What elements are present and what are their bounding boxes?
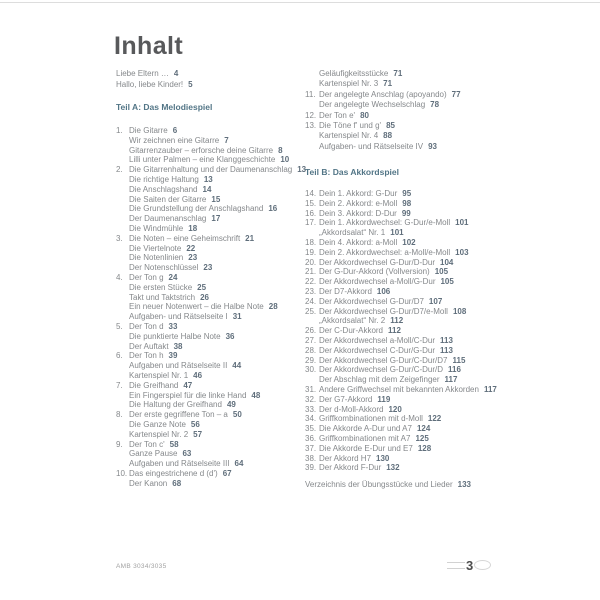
toc-entry-page: 46 bbox=[193, 370, 203, 380]
toc-entry-title: Das eingestrichene d (d') bbox=[129, 468, 218, 478]
toc-entry-number: 36. bbox=[305, 433, 317, 443]
toc-entry-title: Die Ganze Note bbox=[129, 419, 186, 429]
toc-entry-number: 4. bbox=[116, 272, 123, 282]
toc-entry-title: Die Gitarrenhaltung und der Daumenanschlag bbox=[129, 165, 293, 175]
toc-entry-title: Aufgaben und Rätselseite II bbox=[129, 361, 228, 371]
toc-entry-page: 101 bbox=[390, 228, 404, 238]
toc-entry-number: 28. bbox=[305, 345, 317, 355]
toc-entry-number: 30. bbox=[305, 365, 317, 375]
toc-entry-title: Der erste gegriffene Ton – a bbox=[129, 410, 228, 420]
toc-entry bbox=[305, 346, 497, 356]
toc-entry-title: Die Windmühle bbox=[129, 223, 184, 233]
toc-entry-page: 47 bbox=[183, 380, 193, 390]
toc-entry-page: 4 bbox=[173, 69, 179, 78]
toc-entry-title: Aufgaben- und Rätselseite I bbox=[129, 312, 228, 322]
toc-entry-title: Griffkombinationen mit A7 bbox=[319, 433, 411, 443]
toc-entry-number: 11. bbox=[305, 89, 316, 99]
toc-entry-number: 23. bbox=[305, 286, 317, 296]
toc-entry-title: Der angelegte Anschlag (apoyando) bbox=[319, 89, 447, 99]
toc-entry bbox=[116, 155, 306, 165]
toc-entry-title: Die Haltung der Greifhand bbox=[129, 400, 222, 410]
toc-entry bbox=[305, 326, 497, 336]
toc-entry-title: Der Akkordwechsel G-Dur/C-Dur/D7 bbox=[319, 355, 448, 365]
toc-entry-title: Kartenspiel Nr. 2 bbox=[129, 429, 189, 439]
toc-entry-page: 130 bbox=[376, 453, 390, 463]
toc-entry-page: 6 bbox=[172, 126, 178, 135]
toc-entry-title: Der Akkord H7 bbox=[319, 453, 372, 463]
toc-entry-page: 98 bbox=[402, 198, 412, 208]
edition-number: AMB 3034/3035 bbox=[116, 563, 167, 570]
watermark-lines-icon bbox=[447, 562, 465, 569]
toc-entry bbox=[305, 356, 497, 366]
toc-entry bbox=[116, 185, 306, 195]
toc-entry-title: Der Daumenanschlag bbox=[129, 214, 207, 224]
toc-entry bbox=[116, 449, 306, 459]
toc-entry bbox=[116, 430, 306, 440]
toc-entry-page: 14 bbox=[202, 184, 212, 194]
toc-entry-number: 15. bbox=[305, 198, 317, 208]
toc-entry-page: 36 bbox=[225, 331, 235, 341]
toc-entry-page: 117 bbox=[483, 384, 497, 394]
toc-entry-title: Kartenspiel Nr. 1 bbox=[129, 370, 189, 380]
toc-entry-title: Wir zeichnen eine Gitarre bbox=[129, 135, 220, 145]
toc-entry-title: Die Anschlagshand bbox=[129, 184, 198, 194]
toc-list-part-a bbox=[116, 126, 306, 488]
toc-entry bbox=[116, 204, 306, 214]
toc-entry-page: 28 bbox=[268, 302, 278, 312]
watermark-oval-icon bbox=[474, 560, 491, 570]
toc-entry-page: 31 bbox=[232, 312, 242, 322]
toc-entry-title: Dein 1. Akkord: G-Dur bbox=[319, 189, 398, 198]
toc-entry bbox=[305, 238, 497, 248]
toc-entry-title: „Akkordsalat“ Nr. 1 bbox=[319, 228, 386, 238]
toc-entry-title: Die Grundstellung der Anschlagshand bbox=[129, 204, 264, 214]
toc-entry bbox=[116, 400, 306, 410]
toc-entry-page: 95 bbox=[402, 189, 412, 198]
toc-entry-title: Der Kanon bbox=[129, 478, 168, 488]
toc-entry-title: Ein Fingerspiel für die linke Hand bbox=[129, 390, 247, 400]
toc-entry-number: 39. bbox=[305, 463, 317, 473]
toc-entry-title: Ganze Pause bbox=[129, 449, 178, 459]
toc-entry-title: Lilli unter Palmen – eine Klanggeschichte bbox=[129, 155, 276, 165]
toc-entry-title: Liebe Eltern … bbox=[116, 69, 169, 78]
toc-entry-number: 14. bbox=[305, 189, 317, 198]
toc-entry-page: 108 bbox=[452, 306, 467, 316]
toc-entry-number: 29. bbox=[305, 355, 317, 365]
toc-entry-page: 80 bbox=[360, 110, 369, 120]
toc-entry-number: 27. bbox=[305, 335, 317, 345]
toc-entry bbox=[305, 277, 497, 287]
toc-entry-title: Die Akkorde A-Dur und A7 bbox=[319, 424, 412, 434]
toc-entry-number: 8. bbox=[116, 410, 123, 420]
page-title: Inhalt bbox=[114, 32, 184, 60]
toc-entry-title: Kartenspiel Nr. 3 bbox=[319, 79, 379, 89]
toc-entry-title: Dein 2. Akkordwechsel: a-Moll/e-Moll bbox=[319, 247, 451, 257]
toc-entry-title: Der angelegte Wechselschlag bbox=[319, 100, 426, 110]
toc-entry-title: Die Töne f' und g' bbox=[319, 121, 382, 131]
index-line bbox=[305, 480, 471, 490]
toc-entry bbox=[305, 100, 461, 110]
toc-entry-page: 39 bbox=[168, 351, 178, 361]
toc-entry-page: 104 bbox=[440, 257, 454, 267]
toc-entry bbox=[116, 234, 306, 244]
toc-entry-page: 23 bbox=[203, 263, 213, 273]
toc-entry bbox=[305, 131, 461, 141]
toc-entry bbox=[116, 440, 306, 450]
toc-entry-page: 124 bbox=[416, 424, 431, 434]
toc-entry bbox=[305, 297, 497, 307]
toc-entry bbox=[116, 351, 306, 361]
toc-entry-number: 5. bbox=[116, 321, 123, 331]
toc-entry bbox=[305, 142, 461, 152]
toc-entry bbox=[305, 463, 497, 473]
toc-entry-page: 77 bbox=[451, 89, 461, 99]
toc-entry-page: 116 bbox=[448, 365, 461, 375]
toc-entry-title: Der Ton g bbox=[129, 272, 164, 282]
toc-entry-number: 12. bbox=[305, 110, 317, 120]
toc-entry-page: 117 bbox=[444, 375, 458, 385]
toc-entry-number: 37. bbox=[305, 443, 317, 453]
toc-entry bbox=[305, 79, 461, 89]
toc-entry-page: 23 bbox=[188, 253, 198, 263]
toc-entry-page: 113 bbox=[440, 335, 453, 345]
toc-entry-title: Der Notenschlüssel bbox=[129, 263, 199, 273]
toc-entry bbox=[116, 302, 306, 312]
toc-entry bbox=[305, 307, 497, 317]
toc-entry-number: 20. bbox=[305, 257, 317, 267]
toc-entry-page: 13 bbox=[203, 174, 213, 184]
toc-entry-page: 88 bbox=[383, 131, 393, 141]
toc-entry-title: „Akkordsalat“ Nr. 2 bbox=[319, 316, 386, 326]
toc-entry-page: 13 bbox=[297, 165, 307, 175]
toc-entry bbox=[305, 365, 497, 375]
toc-entry bbox=[116, 273, 306, 283]
toc-entry-title: Der Akkordwechsel a-Moll/C-Dur bbox=[319, 335, 436, 345]
toc-entry-number: 17. bbox=[305, 218, 317, 228]
toc-entry bbox=[116, 371, 306, 381]
toc-entry-title: Dein 4. Akkord: a-Moll bbox=[319, 237, 398, 247]
toc-entry-title: Takt und Taktstrich bbox=[129, 292, 196, 302]
toc-entry-title: Der Abschlag mit dem Zeigefinger bbox=[319, 375, 440, 385]
toc-entry-number: 22. bbox=[305, 277, 317, 287]
toc-entry-page: 50 bbox=[232, 410, 242, 420]
toc-entry-page: 67 bbox=[222, 468, 232, 478]
toc-entry bbox=[116, 283, 306, 293]
toc-entry-number: 35. bbox=[305, 424, 317, 434]
toc-entry bbox=[116, 80, 193, 91]
toc-entry-page: 7 bbox=[224, 135, 229, 145]
toc-entry bbox=[116, 165, 306, 175]
toc-entry bbox=[305, 385, 497, 395]
toc-entry-title: Die Greifhand bbox=[129, 380, 179, 390]
toc-entry-page: 115 bbox=[452, 355, 466, 365]
toc-entry-page: 57 bbox=[193, 429, 203, 439]
toc-entry-number: 10. bbox=[116, 468, 128, 478]
intro-entries bbox=[116, 69, 193, 90]
toc-entry-page: 22 bbox=[186, 243, 196, 253]
toc-entry-title: Dein 2. Akkord: e-Moll bbox=[319, 198, 398, 208]
toc-entry bbox=[116, 175, 306, 185]
toc-entry-title: Aufgaben und Rätselseite III bbox=[129, 459, 230, 469]
toc-entry-title: Die Gitarre bbox=[129, 126, 168, 135]
toc-entry-title: Die Noten – eine Geheimschrift bbox=[129, 233, 241, 243]
toc-entry bbox=[116, 361, 306, 371]
toc-entry-page: 128 bbox=[417, 443, 432, 453]
toc-entry bbox=[305, 414, 497, 424]
toc-entry bbox=[305, 395, 497, 405]
toc-entry bbox=[305, 434, 497, 444]
toc-entry-title: Die Akkorde E-Dur und E7 bbox=[319, 443, 413, 453]
toc-entry-number: 34. bbox=[305, 414, 317, 424]
toc-entry-title: Der Ton c' bbox=[129, 439, 165, 449]
toc-entry-title: Der G7-Akkord bbox=[319, 394, 373, 404]
toc-entry-title: Dein 3. Akkord: D-Dur bbox=[319, 208, 397, 218]
toc-entry-page: 48 bbox=[251, 390, 261, 400]
toc-entry-number: 38. bbox=[305, 453, 317, 463]
toc-entry-number: 25. bbox=[305, 306, 317, 316]
toc-entry-title: Ein neuer Notenwert – die Halbe Note bbox=[129, 302, 264, 312]
toc-entry-page: 26 bbox=[200, 292, 210, 302]
toc-entry bbox=[116, 126, 306, 136]
page-number: 3 bbox=[466, 557, 474, 573]
toc-entry-page: 33 bbox=[168, 321, 178, 331]
toc-entry-page: 21 bbox=[245, 233, 255, 243]
toc-entry-number: 9. bbox=[116, 439, 123, 449]
toc-entry-number: 6. bbox=[116, 351, 123, 361]
toc-entry bbox=[305, 121, 461, 131]
toc-entry-page: 17 bbox=[211, 214, 221, 224]
toc-entry bbox=[305, 336, 497, 346]
toc-entry-number: 18. bbox=[305, 237, 317, 247]
toc-entry-title: Hallo, liebe Kinder! bbox=[116, 79, 184, 89]
page-scan-edge bbox=[0, 2, 600, 3]
toc-entry-page: 99 bbox=[401, 208, 411, 218]
toc-entry-number: 31. bbox=[305, 384, 317, 394]
toc-entry bbox=[116, 342, 306, 352]
toc-entry-title: Der D7-Akkord bbox=[319, 286, 372, 296]
toc-entry-page: 63 bbox=[182, 449, 192, 459]
toc-entry bbox=[305, 218, 497, 228]
toc-entry-page: 101 bbox=[455, 218, 469, 228]
toc-entry-title: Die punktierte Halbe Note bbox=[129, 331, 221, 341]
toc-entry-number: 1. bbox=[116, 126, 123, 135]
toc-entry bbox=[116, 459, 306, 469]
toc-entry-page: 106 bbox=[376, 286, 391, 296]
toc-entry-title: Die richtige Haltung bbox=[129, 174, 199, 184]
toc-entry-page: 58 bbox=[169, 439, 179, 449]
toc-entry bbox=[305, 199, 497, 209]
toc-entry-title: Der Akkord F-Dur bbox=[319, 463, 382, 473]
toc-entry-page: 18 bbox=[188, 223, 198, 233]
toc-entry-page: 113 bbox=[440, 345, 453, 355]
toc-entry-page: 5 bbox=[188, 79, 193, 89]
toc-entry-number: 26. bbox=[305, 326, 317, 336]
toc-entry bbox=[305, 228, 497, 238]
toc-entry-number: 32. bbox=[305, 394, 317, 404]
toc-entry-page: 64 bbox=[234, 459, 244, 469]
toc-entry-page: 56 bbox=[190, 419, 200, 429]
toc-entry bbox=[305, 267, 497, 277]
toc-entry-title: Aufgaben- und Rätselseite IV bbox=[319, 141, 424, 151]
toc-entry-title: Die Notenlinien bbox=[129, 253, 184, 263]
toc-entry-page: 10 bbox=[280, 155, 290, 165]
toc-entry-number: 3. bbox=[116, 233, 123, 243]
toc-list-part-b bbox=[305, 189, 497, 473]
toc-entry bbox=[305, 375, 497, 385]
toc-entry-title: Geläufigkeitsstücke bbox=[319, 69, 389, 78]
toc-entry-page: 71 bbox=[383, 79, 393, 89]
toc-entry-title: Der G-Dur-Akkord (Vollversion) bbox=[319, 267, 430, 277]
toc-entry-page: 93 bbox=[428, 141, 437, 151]
toc-entry bbox=[116, 69, 193, 80]
toc-entry bbox=[305, 444, 497, 454]
toc-entry bbox=[305, 316, 497, 326]
toc-entry-title: Der Akkordwechsel a-Moll/G-Dur bbox=[319, 277, 436, 287]
toc-entry bbox=[116, 479, 306, 489]
toc-entry-title: Die ersten Stücke bbox=[129, 282, 193, 292]
toc-entry-number: 19. bbox=[305, 247, 317, 257]
toc-entry-page: 24 bbox=[168, 272, 178, 282]
toc-entry-number: 24. bbox=[305, 296, 317, 306]
toc-entry-title: Der Ton e' bbox=[319, 110, 356, 120]
toc-entry bbox=[116, 391, 306, 401]
toc-entry bbox=[116, 312, 306, 322]
toc-entry-number: 7. bbox=[116, 380, 123, 390]
toc-entry-page: 78 bbox=[430, 100, 440, 110]
toc-entry bbox=[305, 424, 497, 434]
toc-entry-page: 125 bbox=[415, 433, 429, 443]
toc-entry-title: Griffkombinationen mit d-Moll bbox=[319, 414, 423, 424]
toc-entry bbox=[305, 209, 497, 219]
toc-entry-title: Der Ton h bbox=[129, 351, 164, 361]
toc-entry-title: Dein 1. Akkordwechsel: G-Dur/e-Moll bbox=[319, 218, 451, 228]
section-heading-part-b: Teil B: Das Akkordspiel bbox=[305, 167, 399, 177]
toc-entry-page: 71 bbox=[393, 69, 403, 78]
toc-entry-title: Gitarrenzauber – erforsche deine Gitarre bbox=[129, 145, 274, 155]
toc-entry bbox=[305, 287, 497, 297]
toc-entry bbox=[116, 420, 306, 430]
toc-entry-page: 25 bbox=[197, 282, 207, 292]
toc-entry bbox=[116, 332, 306, 342]
toc-entry-title: Verzeichnis der Übungsstücke und Lieder bbox=[305, 480, 453, 489]
toc-entry-page: 112 bbox=[390, 316, 404, 326]
toc-entry bbox=[116, 214, 306, 224]
toc-entry-title: Der Akkordwechsel G-Dur/D7 bbox=[319, 296, 424, 306]
toc-entry-title: Der Auftakt bbox=[129, 341, 169, 351]
toc-entry-page: 38 bbox=[173, 341, 183, 351]
toc-entry-title: Der Akkordwechsel C-Dur/G-Dur bbox=[319, 345, 436, 355]
toc-entry-page: 44 bbox=[232, 361, 242, 371]
toc-entry bbox=[116, 322, 306, 332]
toc-entry-page: 105 bbox=[440, 277, 454, 287]
toc-entry-page: 119 bbox=[377, 394, 391, 404]
toc-entry-page: 120 bbox=[388, 404, 402, 414]
publisher-watermark bbox=[447, 555, 491, 575]
toc-entry bbox=[116, 410, 306, 420]
toc-entry-page: 15 bbox=[211, 194, 221, 204]
toc-entry-title: Der Akkordwechsel G-Dur/D7/e-Moll bbox=[319, 306, 448, 316]
toc-entry bbox=[305, 69, 461, 79]
toc-entry-number: 33. bbox=[305, 404, 317, 414]
toc-entry bbox=[305, 90, 461, 100]
toc-entry-page: 102 bbox=[402, 237, 416, 247]
toc-entry-title: Der Ton d bbox=[129, 321, 164, 331]
toc-entry-page: 122 bbox=[427, 414, 442, 424]
toc-entry bbox=[116, 293, 306, 303]
toc-entry-title: Der C-Dur-Akkord bbox=[319, 326, 384, 336]
toc-entry-page: 112 bbox=[388, 326, 401, 336]
toc-entry bbox=[116, 136, 306, 146]
toc-entry bbox=[116, 195, 306, 205]
toc-entry-number: 21. bbox=[305, 267, 317, 277]
toc-list-part-a-continued bbox=[305, 69, 461, 152]
toc-entry bbox=[305, 189, 497, 199]
toc-entry-page: 133 bbox=[457, 480, 472, 489]
toc-entry bbox=[305, 111, 461, 121]
toc-entry-number: 13. bbox=[305, 121, 317, 131]
toc-entry-title: Der Akkordwechsel G-Dur/D-Dur bbox=[319, 257, 436, 267]
toc-entry bbox=[116, 146, 306, 156]
toc-entry-page: 16 bbox=[268, 204, 278, 214]
toc-entry bbox=[305, 405, 497, 415]
toc-entry-title: Der Akkordwechsel G-Dur/C-Dur/D bbox=[319, 365, 444, 375]
toc-entry-page: 105 bbox=[434, 267, 449, 277]
toc-entry bbox=[116, 381, 306, 391]
toc-entry bbox=[305, 454, 497, 464]
toc-entry-page: 132 bbox=[386, 463, 400, 473]
toc-entry bbox=[116, 224, 306, 234]
toc-entry-title: Kartenspiel Nr. 4 bbox=[319, 131, 379, 141]
section-heading-part-a: Teil A: Das Melodiespiel bbox=[116, 102, 213, 112]
toc-entry bbox=[116, 244, 306, 254]
toc-entry-page: 49 bbox=[226, 400, 236, 410]
toc-entry-page: 85 bbox=[386, 121, 395, 131]
toc-entry bbox=[305, 480, 471, 490]
toc-entry-title: Die Viertelnote bbox=[129, 243, 182, 253]
toc-entry bbox=[305, 248, 497, 258]
toc-entry bbox=[305, 258, 497, 268]
toc-entry bbox=[116, 263, 306, 273]
toc-entry-title: Der d-Moll-Akkord bbox=[319, 404, 384, 414]
toc-entry-page: 8 bbox=[278, 145, 283, 155]
toc-entry-title: Die Saiten der Gitarre bbox=[129, 194, 207, 204]
toc-entry-page: 107 bbox=[428, 296, 443, 306]
toc-entry bbox=[116, 253, 306, 263]
toc-entry bbox=[116, 469, 306, 479]
toc-entry-page: 103 bbox=[455, 247, 469, 257]
toc-entry-title: Andere Griffwechsel mit bekannten Akkorden bbox=[319, 384, 479, 394]
toc-entry-page: 68 bbox=[172, 478, 182, 488]
toc-entry-number: 2. bbox=[116, 165, 123, 175]
toc-entry-number: 16. bbox=[305, 208, 317, 218]
